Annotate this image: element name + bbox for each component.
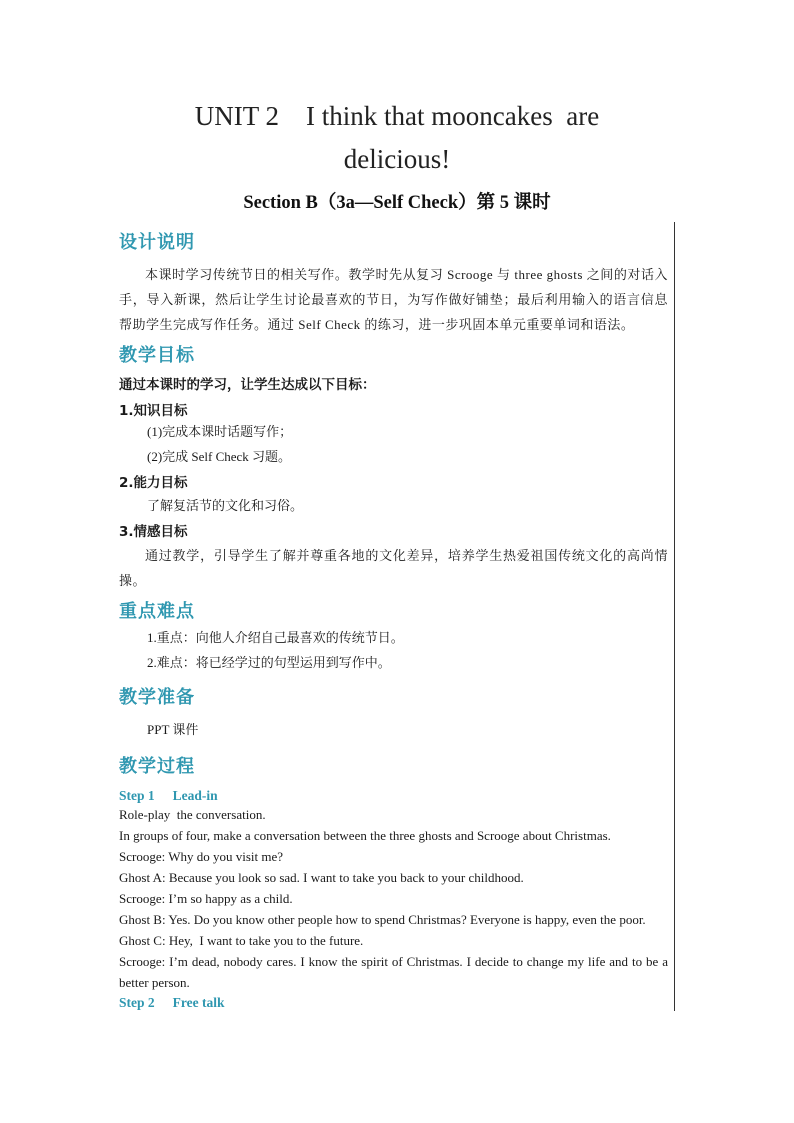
ability-heading: 2.能力目标	[119, 475, 188, 491]
key-points-heading: 重点难点	[119, 601, 195, 622]
design-text: 本课时学习传统节日的相关写作。教学时先从复习 Scrooge 与 three ghosts 之间的对话入手，导入新课，然后让学生讨论最喜欢的节日，为写作做好铺垫；最后利用输入的语言信息帮助学生完成写作任务。通过 Self Check 的练习，进一步巩固本单元重要单词和语法。	[119, 267, 668, 332]
process-line-5: Scrooge: I’m so happy as a child.	[119, 891, 293, 906]
emotion-heading: 3.情感目标	[119, 524, 188, 540]
design-heading: 设计说明	[119, 232, 195, 253]
process-heading: 教学过程	[119, 756, 195, 777]
key-point-1: 1.重点：向他人介绍自己最喜欢的传统节日。	[147, 630, 404, 645]
process-line-3: Scrooge: Why do you visit me?	[119, 849, 284, 864]
emotion-item: 通过教学，引导学生了解并尊重各地的文化差异，培养学生热爱祖国传统文化的高尚情操。	[119, 548, 668, 588]
step-2-heading	[119, 995, 668, 1011]
process-line-7: Ghost C: Hey, I want to take you to the future.	[119, 933, 364, 948]
knowledge-heading: 1.知识目标	[119, 403, 188, 419]
knowledge-item-2: (2)完成 Self Check 习题。	[147, 449, 292, 464]
step-2-title: Free talk	[172, 995, 225, 1010]
process-line-8: Scrooge: I’m dead, nobody cares. I know the spirit of Christmas. I decide to change my life and to be a better person.	[119, 954, 668, 990]
table-border-line	[674, 222, 675, 1011]
goals-intro: 通过本课时的学习，让学生达成以下目标：	[119, 377, 376, 393]
step-2-number: Step 2	[119, 995, 155, 1010]
preparation-heading: 教学准备	[119, 687, 195, 708]
process-line-1: Role-play the conversation.	[119, 807, 266, 822]
step-1-number: Step 1	[119, 788, 155, 803]
title-line-2: delicious!	[343, 144, 451, 174]
title-line-1: UNIT 2 I think that mooncakes are	[194, 101, 600, 131]
lesson-subtitle: Section B（3a—Self Check）第 5 课时	[243, 193, 551, 213]
key-point-2: 2.难点：将已经学过的句型运用到写作中。	[147, 655, 391, 670]
process-line-4: Ghost A: Because you look so sad. I want to take you back to your childhood.	[119, 870, 524, 885]
lesson-content	[119, 228, 668, 1011]
process-line-6: Ghost B: Yes. Do you know other people how to spend Christmas? Everyone is happy, even the poor.	[119, 912, 646, 927]
knowledge-item-1: (1)完成本课时话题写作；	[147, 424, 293, 439]
step-1-title: Lead-in	[172, 788, 218, 803]
process-line-2: In groups of four, make a conversation between the three ghosts and Scrooge about Christmas.	[119, 828, 611, 843]
ability-item: 了解复活节的文化和习俗。	[147, 498, 304, 513]
goals-heading: 教学目标	[119, 345, 195, 366]
step-1-heading	[119, 788, 668, 804]
preparation-item: PPT 课件	[147, 722, 199, 737]
